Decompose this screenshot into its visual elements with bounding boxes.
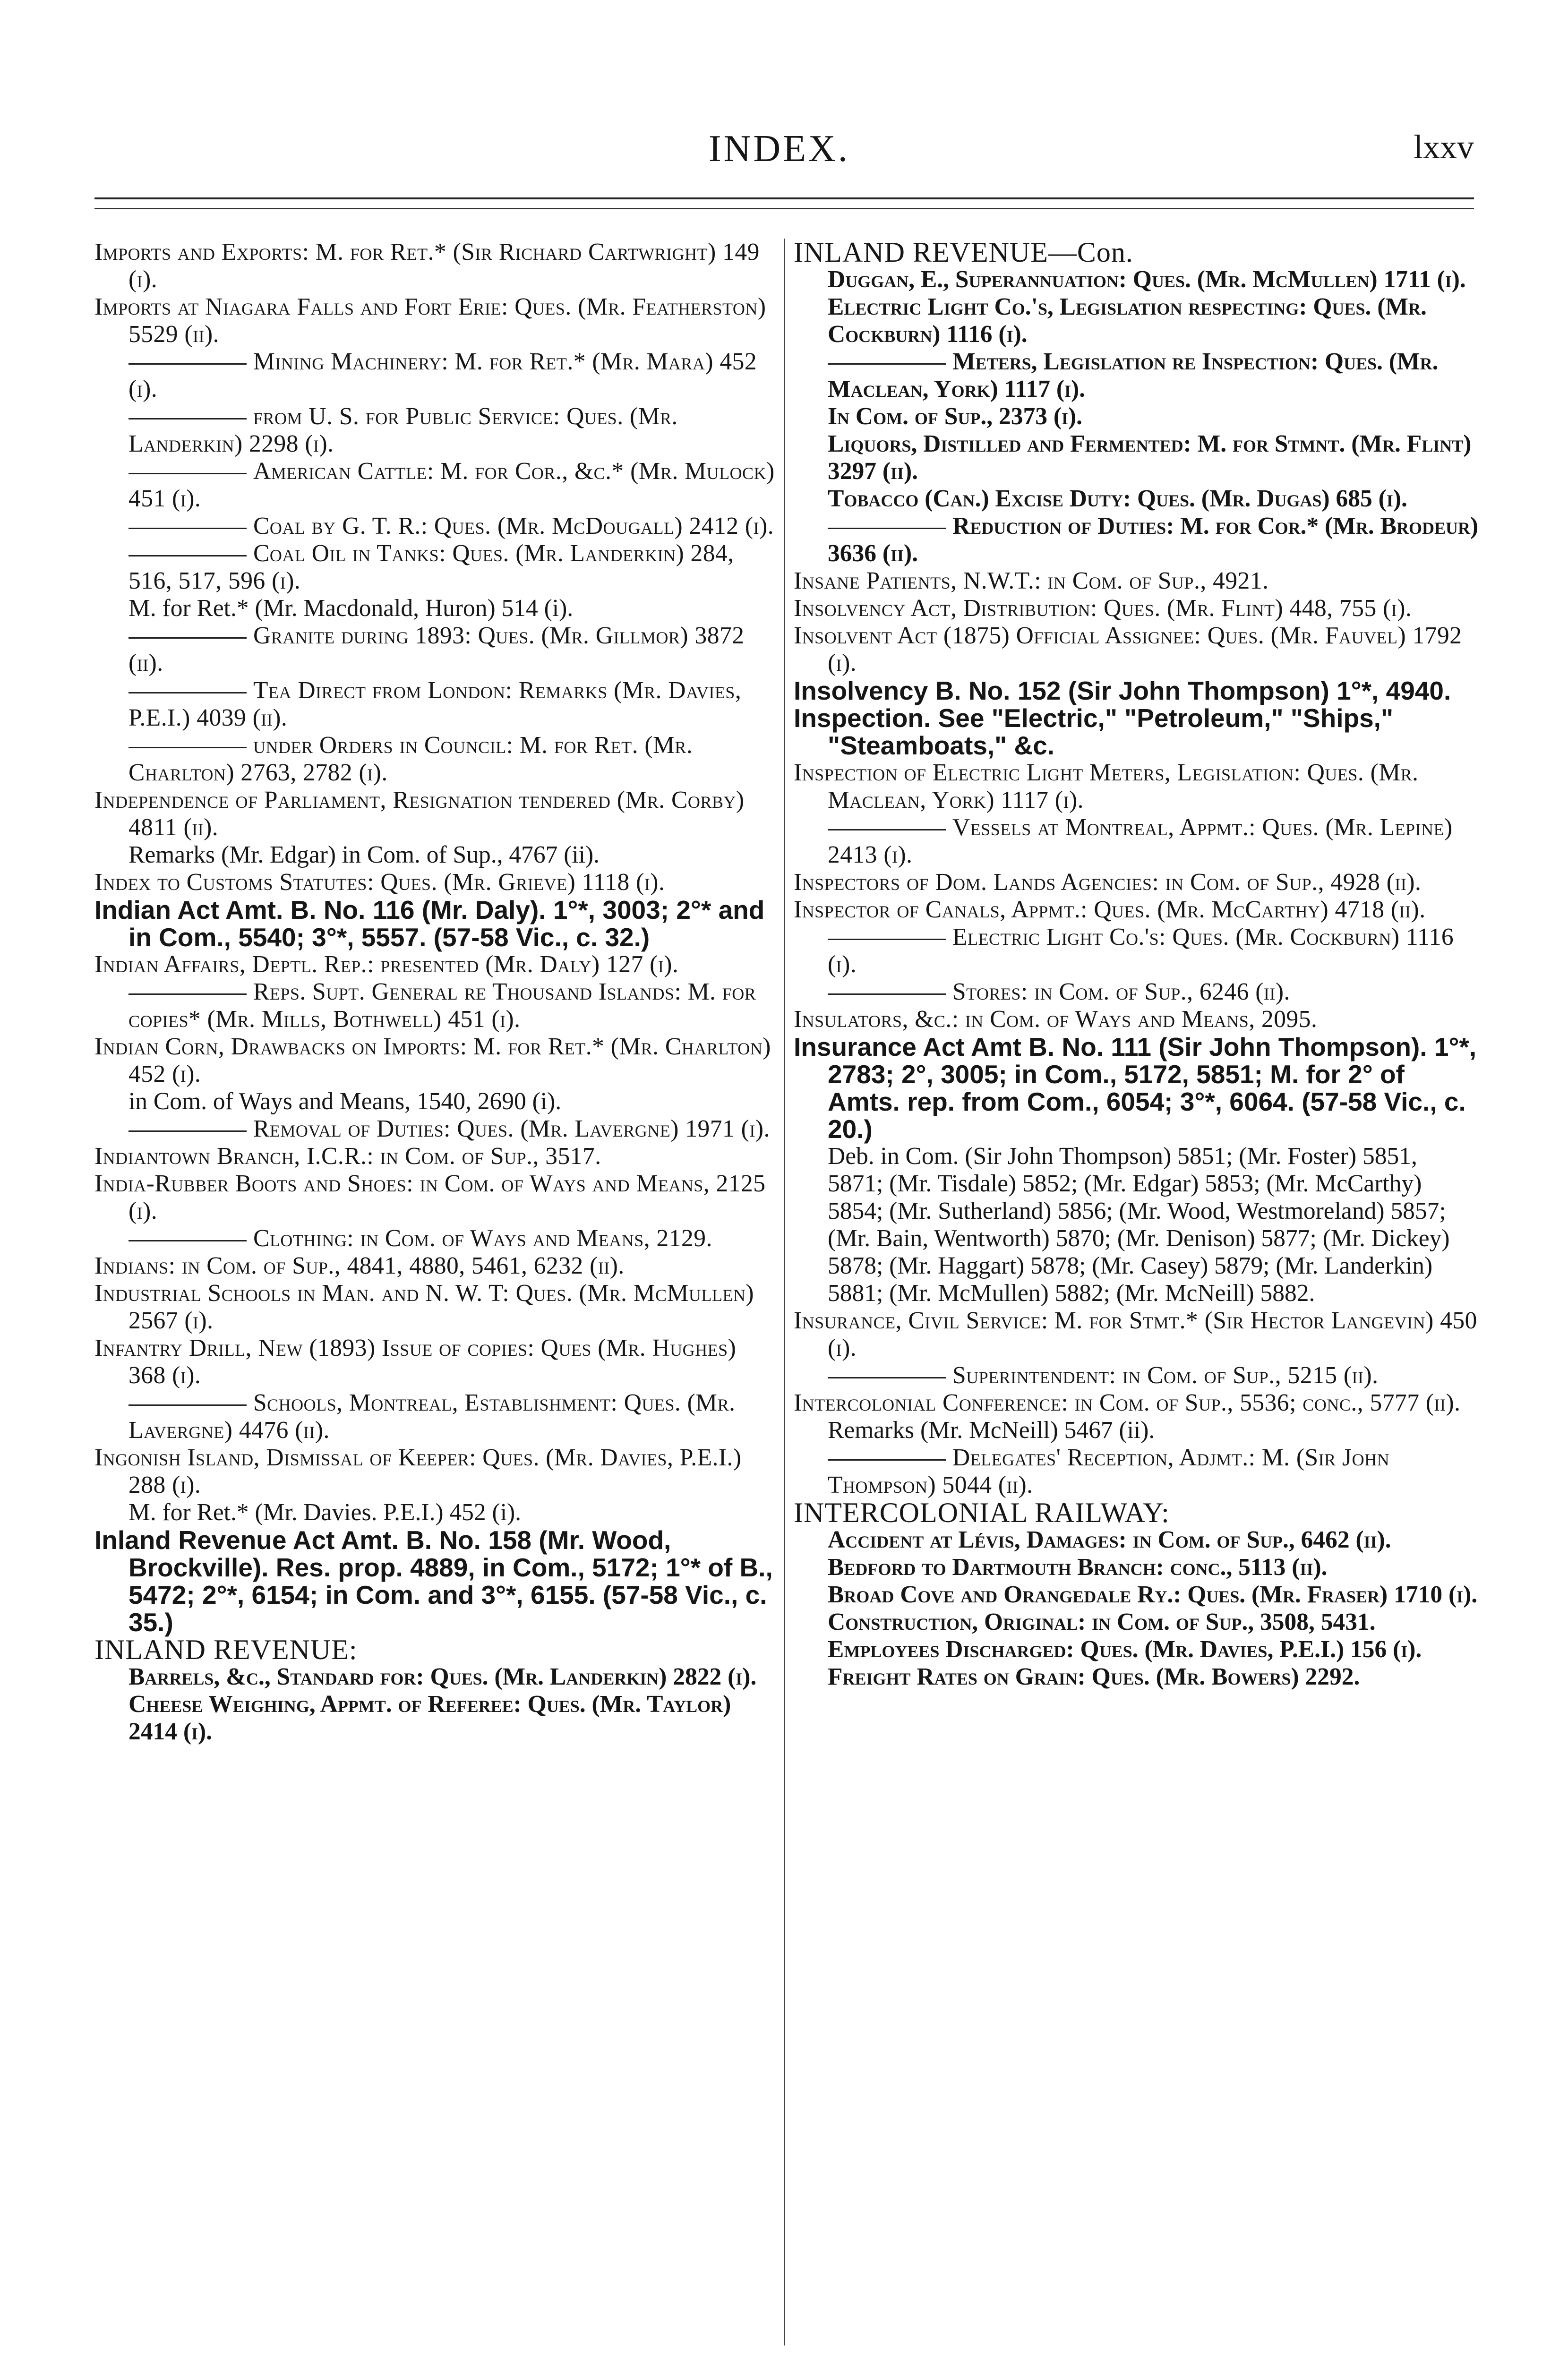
index-subentry — [794, 1143, 1479, 1307]
ditto-dash — [828, 1377, 946, 1378]
index-subentry — [94, 458, 780, 513]
entry-text: Ingonish Island, Dismissal of Keeper: Ques. (Mr. Davies, P.E.I.) 288 (i). — [94, 1444, 742, 1498]
entry-text: Indiantown Branch, I.C.R.: in Com. of Sup., 3517. — [94, 1143, 601, 1170]
index-subentry — [94, 1115, 780, 1143]
entry-text: Indian Act Amt. B. No. 116 (Mr. Daly). 1°*, 3003; 2°* and in Com., 5540; 3°*, 5557. (57-58 Vic., c. 32.) — [94, 895, 765, 952]
entry-text: Independence of Parliament, Resignation tendered (Mr. Corby) 4811 (ii). — [94, 787, 745, 841]
entry-text: Vessels at Montreal, Appmt.: Ques. (Mr. Lepine) 2413 (i). — [828, 814, 1453, 868]
index-subentry — [94, 1691, 780, 1746]
entry-text: Barrels, &c., Standard for: Ques. (Mr. Landerkin) 2822 (i). — [129, 1663, 757, 1690]
entry-text: Insulators, &c.: in Com. of Ways and Means, 2095. — [794, 1006, 1318, 1033]
entry-text: India-Rubber Boots and Shoes: in Com. of Ways and Means, 2125 (i). — [94, 1170, 766, 1224]
left-column — [94, 239, 780, 2345]
ditto-dash — [129, 1130, 247, 1132]
entry-text: INTERCOLONIAL RAILWAY: — [794, 1497, 1170, 1528]
entry-text: Stores: in Com. of Sup., 6246 (ii). — [952, 978, 1290, 1005]
entry-text: Accident at Lévis, Damages: in Com. of Sup., 6462 (ii). — [828, 1526, 1391, 1553]
index-subentry — [794, 1362, 1479, 1389]
index-subentry — [94, 1088, 780, 1115]
entry-text: Insurance Act Amt B. No. 111 (Sir John Thompson). 1°*, 2783; 2°, 3005; in Com., 5172, 5851; M. for 2° of Amts. rep. from Com., 6054; 3°*, 6064. (57-58 Vic., c. 20.) — [794, 1032, 1477, 1144]
index-entry — [94, 1033, 780, 1088]
entry-text: in Com. of Ways and Means, 1540, 2690 (i). — [129, 1088, 562, 1115]
entry-text: Delegates' Reception, Adjmt.: M. (Sir John Thompson) 5044 (ii). — [828, 1444, 1390, 1498]
entry-text: Electric Light Co.'s, Legislation respecting: Ques. (Mr. Cockburn) 1116 (i). — [828, 293, 1427, 348]
entry-text: M. for Ret.* (Mr. Davies. P.E.I.) 452 (i). — [129, 1499, 522, 1526]
index-subentry — [94, 1499, 780, 1526]
index-entry — [94, 1526, 780, 1636]
entry-text: Inspection. See "Electric," "Petroleum," "Ships," "Steamboats," &c. — [794, 703, 1394, 760]
index-subentry — [794, 924, 1479, 978]
entry-text: Intercolonial Conference: in Com. of Sup., 5536; conc., 5777 (ii). — [794, 1389, 1461, 1416]
entry-text: Freight Rates on Grain: Ques. (Mr. Bowers) 2292. — [828, 1663, 1360, 1690]
right-column — [794, 239, 1479, 2345]
entry-text: Remarks (Mr. McNeill) 5467 (ii). — [828, 1417, 1155, 1444]
entry-text: Employees Discharged: Ques. (Mr. Davies, P.E.I.) 156 (i). — [828, 1636, 1422, 1663]
entry-text: Inspector of Canals, Appmt.: Ques. (Mr. McCarthy) 4718 (ii). — [794, 896, 1426, 923]
entry-text: Coal by G. T. R.: Ques. (Mr. McDougall) 2412 (i). — [253, 513, 774, 539]
ditto-dash — [129, 1240, 247, 1241]
index-entry — [94, 1335, 780, 1389]
index-subentry — [794, 1663, 1479, 1691]
entry-text: Indian Affairs, Deptl. Rep.: presented (Mr. Daly) 127 (i). — [94, 951, 679, 978]
index-subentry — [94, 348, 780, 403]
index-subentry — [94, 540, 780, 595]
index-subentry — [794, 293, 1479, 348]
index-entry — [94, 1636, 780, 1663]
entry-text: from U. S. for Public Service: Ques. (Mr. Landerkin) 2298 (i). — [129, 403, 678, 457]
index-entry — [794, 1033, 1479, 1143]
entry-text: American Cattle: M. for Cor., &c.* (Mr. Mulock) 451 (i). — [129, 458, 775, 512]
index-subentry — [94, 595, 780, 622]
index-entry — [94, 1280, 780, 1335]
entry-text: Electric Light Co.'s: Ques. (Mr. Cockburn) 1116 (i). — [828, 924, 1454, 978]
ditto-dash — [129, 993, 247, 995]
ditto-dash — [828, 363, 946, 365]
index-subentry — [94, 841, 780, 869]
ditto-dash — [828, 1459, 946, 1461]
index-entry — [94, 869, 780, 896]
entry-text: Bedford to Dartmouth Branch: conc., 5113 (ii). — [828, 1554, 1328, 1581]
index-entry — [94, 293, 780, 348]
index-subentry — [794, 513, 1479, 567]
ditto-dash — [129, 637, 247, 639]
header-rule-bottom — [94, 208, 1474, 209]
entry-text: INLAND REVENUE: — [94, 1634, 358, 1665]
index-subentry — [94, 1225, 780, 1252]
entry-text: Meters, Legislation re Inspection: Ques. (Mr. Maclean, York) 1117 (i). — [828, 348, 1439, 402]
index-entry — [94, 1143, 780, 1170]
entry-text: In Com. of Sup., 2373 (i). — [828, 403, 1083, 430]
entry-text: Superintendent: in Com. of Sup., 5215 (ii). — [952, 1362, 1379, 1389]
entry-text: Deb. in Com. (Sir John Thompson) 5851; (Mr. Foster) 5851, 5871; (Mr. Tisdale) 5852; (Mr. Edgar) 5853; (Mr. McCarthy) 5854; (Mr. Sutherland) 5856; (Mr. Wood, Westmoreland) 5857; (Mr. Bain, Wentworth) 5870; (Mr. Denison) 5877; (Mr. Dickey) 5878; (Mr. Haggart) 5878; (Mr. Casey) 5879; (Mr. Landerkin) 5881; (Mr. McMullen) 5882; (Mr. McNeill) 5882. — [828, 1143, 1450, 1307]
entry-text: Imports at Niagara Falls and Fort Erie: Ques. (Mr. Featherston) 5529 (ii). — [94, 293, 766, 348]
ditto-dash — [828, 939, 946, 940]
index-subentry — [94, 1663, 780, 1691]
index-entry — [794, 869, 1479, 896]
index-entry — [94, 1170, 780, 1225]
index-entry — [794, 896, 1479, 924]
index-subentry — [794, 403, 1479, 430]
index-entry — [94, 1444, 780, 1499]
entry-text: Insane Patients, N.W.T.: in Com. of Sup., 4921. — [794, 567, 1269, 594]
ditto-dash — [129, 473, 247, 474]
entry-text: Insolvency B. No. 152 (Sir John Thompson) 1°*, 4940. — [794, 676, 1451, 705]
index-subentry — [94, 732, 780, 787]
entry-text: Reps. Supt. General re Thousand Islands: M. for copies* (Mr. Mills, Bothwell) 451 (i). — [129, 978, 756, 1033]
entry-text: Coal Oil in Tanks: Ques. (Mr. Landerkin) 284, 516, 517, 596 (i). — [129, 540, 734, 594]
index-entry — [94, 239, 780, 293]
index-entry — [794, 622, 1479, 677]
ditto-dash — [828, 528, 946, 529]
running-head — [94, 128, 1474, 180]
index-subentry — [94, 978, 780, 1033]
ditto-dash — [828, 993, 946, 995]
entry-text: Remarks (Mr. Edgar) in Com. of Sup., 4767 (ii). — [129, 841, 600, 868]
index-subentry — [794, 814, 1479, 869]
ditto-dash — [129, 363, 247, 365]
entry-text: Removal of Duties: Ques. (Mr. Lavergne) 1971 (i). — [253, 1115, 770, 1142]
index-subentry — [94, 677, 780, 732]
entry-text: Inspectors of Dom. Lands Agencies: in Com. of Sup., 4928 (ii). — [794, 869, 1422, 896]
entry-text: under Orders in Council: M. for Ret. (Mr. Charlton) 2763, 2782 (i). — [129, 732, 693, 786]
entry-text: Construction, Original: in Com. of Sup., 3508, 5431. — [828, 1609, 1376, 1635]
index-subentry — [794, 1444, 1479, 1499]
entry-text: Indian Corn, Drawbacks on Imports: M. for Ret.* (Mr. Charlton) 452 (i). — [94, 1033, 771, 1087]
index-entry — [794, 759, 1479, 814]
index-subentry — [794, 1554, 1479, 1581]
entry-text: Broad Cove and Orangedale Ry.: Ques. (Mr. Fraser) 1710 (i). — [828, 1581, 1478, 1608]
index-subentry — [794, 266, 1479, 293]
entry-text: Imports and Exports: M. for Ret.* (Sir Richard Cartwright) 149 (i). — [94, 239, 760, 293]
entry-text: Clothing: in Com. of Ways and Means, 2129. — [253, 1225, 712, 1252]
index-subentry — [94, 622, 780, 677]
ditto-dash — [129, 418, 247, 419]
column-divider — [784, 239, 785, 2345]
entry-text: Inland Revenue Act Amt. B. No. 158 (Mr. Wood, Brockville). Res. prop. 4889, in Com., 5172; 1°* of B., 5472; 2°*, 6154; in Com. and 3°*, 6155. (57-58 Vic., c. 35.) — [94, 1525, 773, 1637]
entry-text: Insolvency Act, Distribution: Ques. (Mr. Flint) 448, 755 (i). — [794, 595, 1412, 622]
index-subentry — [94, 513, 780, 540]
index-entry — [94, 787, 780, 841]
ditto-dash — [129, 555, 247, 556]
index-entry — [94, 1252, 780, 1280]
entry-text: Liquors, Distilled and Fermented: M. for Stmnt. (Mr. Flint) 3297 (ii). — [828, 430, 1472, 485]
index-subentry — [94, 403, 780, 458]
page-title: INDEX. — [709, 128, 850, 170]
index-subentry — [794, 430, 1479, 485]
index-entry — [794, 1389, 1479, 1417]
entry-text: Granite during 1893: Ques. (Mr. Gillmor) 3872 (ii). — [129, 622, 745, 676]
entry-text: Schools, Montreal, Establishment: Ques. (Mr. Lavergne) 4476 (ii). — [129, 1389, 736, 1444]
index-entry — [794, 1499, 1479, 1526]
index-entry — [794, 704, 1479, 759]
entry-text: Indians: in Com. of Sup., 4841, 4880, 5461, 6232 (ii). — [94, 1252, 625, 1279]
entry-text: Reduction of Duties: M. for Cor.* (Mr. Brodeur) 3636 (ii). — [828, 513, 1479, 567]
ditto-dash — [129, 1404, 247, 1406]
ditto-dash — [129, 528, 247, 529]
index-entry — [94, 896, 780, 951]
entry-text: M. for Ret.* (Mr. Macdonald, Huron) 514 (i). — [129, 595, 574, 622]
index-entry — [794, 1307, 1479, 1362]
index-subentry — [794, 1526, 1479, 1554]
index-entry — [94, 951, 780, 978]
entry-text: Insurance, Civil Service: M. for Stmt.* (Sir Hector Langevin) 450 (i). — [794, 1307, 1477, 1361]
index-entry — [794, 595, 1479, 622]
index-subentry — [794, 1417, 1479, 1444]
entry-text: INLAND REVENUE—Con. — [794, 239, 1133, 268]
index-subentry — [94, 1389, 780, 1444]
index-entry — [794, 567, 1479, 595]
index-subentry — [794, 978, 1479, 1006]
ditto-dash — [828, 829, 946, 830]
entry-text: Inspection of Electric Light Meters, Legislation: Ques. (Mr. Maclean, York) 1117 (i). — [794, 759, 1419, 813]
index-subentry — [794, 1609, 1479, 1636]
entry-text: Cheese Weighing, Appmt. of Referee: Ques. (Mr. Taylor) 2414 (i). — [129, 1691, 731, 1745]
entry-text: Index to Customs Statutes: Ques. (Mr. Grieve) 1118 (i). — [94, 869, 665, 896]
entry-text: Duggan, E., Superannuation: Ques. (Mr. McMullen) 1711 (i). — [828, 266, 1466, 293]
entry-text: Insolvent Act (1875) Official Assignee: Ques. (Mr. Fauvel) 1792 (i). — [794, 622, 1462, 676]
index-subentry — [794, 485, 1479, 513]
entry-text: Mining Machinery: M. for Ret.* (Mr. Mara) 452 (i). — [129, 348, 757, 402]
header-rule-top — [94, 197, 1474, 199]
index-entry — [794, 677, 1479, 704]
ditto-dash — [129, 747, 247, 748]
index-subentry — [794, 348, 1479, 403]
ditto-dash — [129, 692, 247, 693]
entry-text: Infantry Drill, New (1893) Issue of copies: Ques (Mr. Hughes) 368 (i). — [94, 1335, 737, 1389]
index-subentry — [794, 1636, 1479, 1663]
page-number: lxxv — [1413, 128, 1474, 166]
index-subentry — [794, 1581, 1479, 1609]
entry-text: Industrial Schools in Man. and N. W. T: Ques. (Mr. McMullen) 2567 (i). — [94, 1280, 754, 1334]
entry-text: Tea Direct from London: Remarks (Mr. Davies, P.E.I.) 4039 (ii). — [129, 677, 742, 731]
index-entry — [794, 1006, 1479, 1033]
entry-text: Tobacco (Can.) Excise Duty: Ques. (Mr. Dugas) 685 (i). — [828, 485, 1407, 512]
index-entry — [794, 239, 1479, 266]
